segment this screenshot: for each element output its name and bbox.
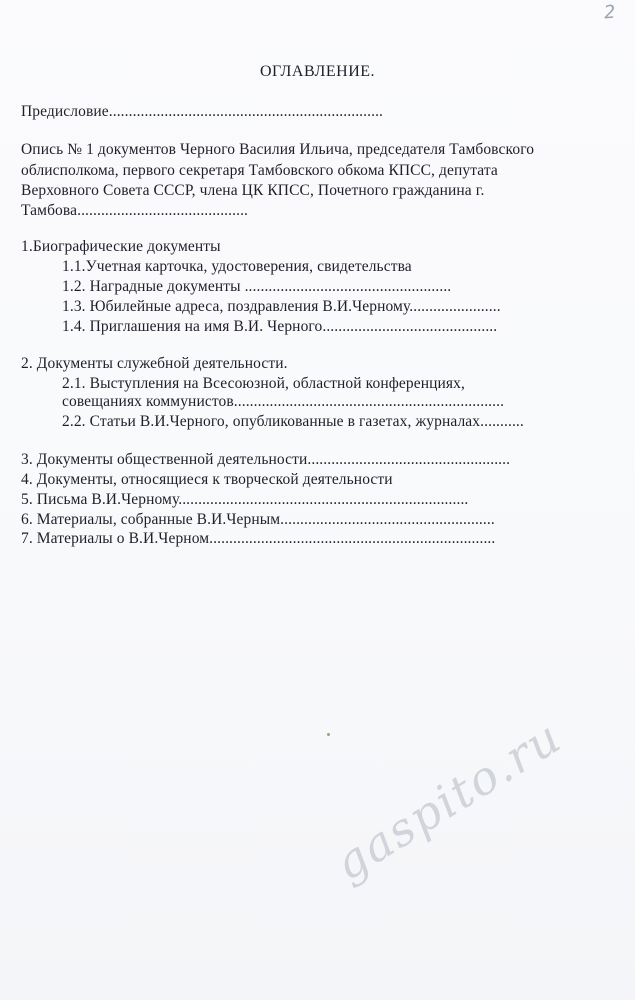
inventory-line-4: Тамбова........................................... xyxy=(21,202,249,219)
inventory-line-2: облисполкома, первого секретаря Тамбовского обкома КПСС, депутата xyxy=(21,162,498,179)
toc-item-1-2: 1.2. Наградные документы .................................................... xyxy=(62,278,452,295)
toc-item-1-3: 1.3. Юбилейные адреса, поздравления В.И.Черному....................... xyxy=(62,298,501,315)
toc-section-6: 6. Материалы, собранные В.И.Черным...................................................... xyxy=(21,511,495,528)
watermark-text: gaspito.ru xyxy=(325,709,571,891)
toc-item-2-1-line-1: 2.1. Выступления на Всесоюзной, областной конференциях, xyxy=(62,375,465,392)
toc-section-7: 7. Материалы о В.И.Черном........................................................................ xyxy=(21,530,496,547)
toc-section-4: 4. Документы, относящиеся к творческой деятельности xyxy=(21,471,393,488)
toc-section-1: 1.Биографические документы xyxy=(21,238,221,255)
toc-item-2-1-line-2: совещаниях коммунистов.................................................................... xyxy=(62,393,505,410)
toc-section-3: 3. Документы общественной деятельности................................................... xyxy=(21,451,511,468)
toc-preface: Предисловие..................................................................... xyxy=(21,103,384,120)
toc-section-5: 5. Письма В.И.Черному......................................................................... xyxy=(21,491,469,508)
toc-section-2: 2. Документы служебной деятельности. xyxy=(21,355,288,372)
page-number: 2 xyxy=(602,1,616,24)
toc-item-2-2: 2.2. Статьи В.И.Черного, опубликованные в газетах, журналах........... xyxy=(62,413,524,430)
inventory-line-1: Опись № 1 документов Черного Василия Ильича, председателя Тамбовского xyxy=(21,141,535,158)
toc-item-1-1: 1.1.Учетная карточка, удостоверения, свидетельства xyxy=(62,258,412,275)
page-title: ОГЛАВЛЕНИЕ. xyxy=(259,63,376,80)
toc-item-1-4: 1.4. Приглашения на имя В.И. Черного............................................ xyxy=(62,318,498,335)
inventory-line-3: Верховного Совета СССР, члена ЦК КПСС, Почетного гражданина г. xyxy=(21,182,485,199)
